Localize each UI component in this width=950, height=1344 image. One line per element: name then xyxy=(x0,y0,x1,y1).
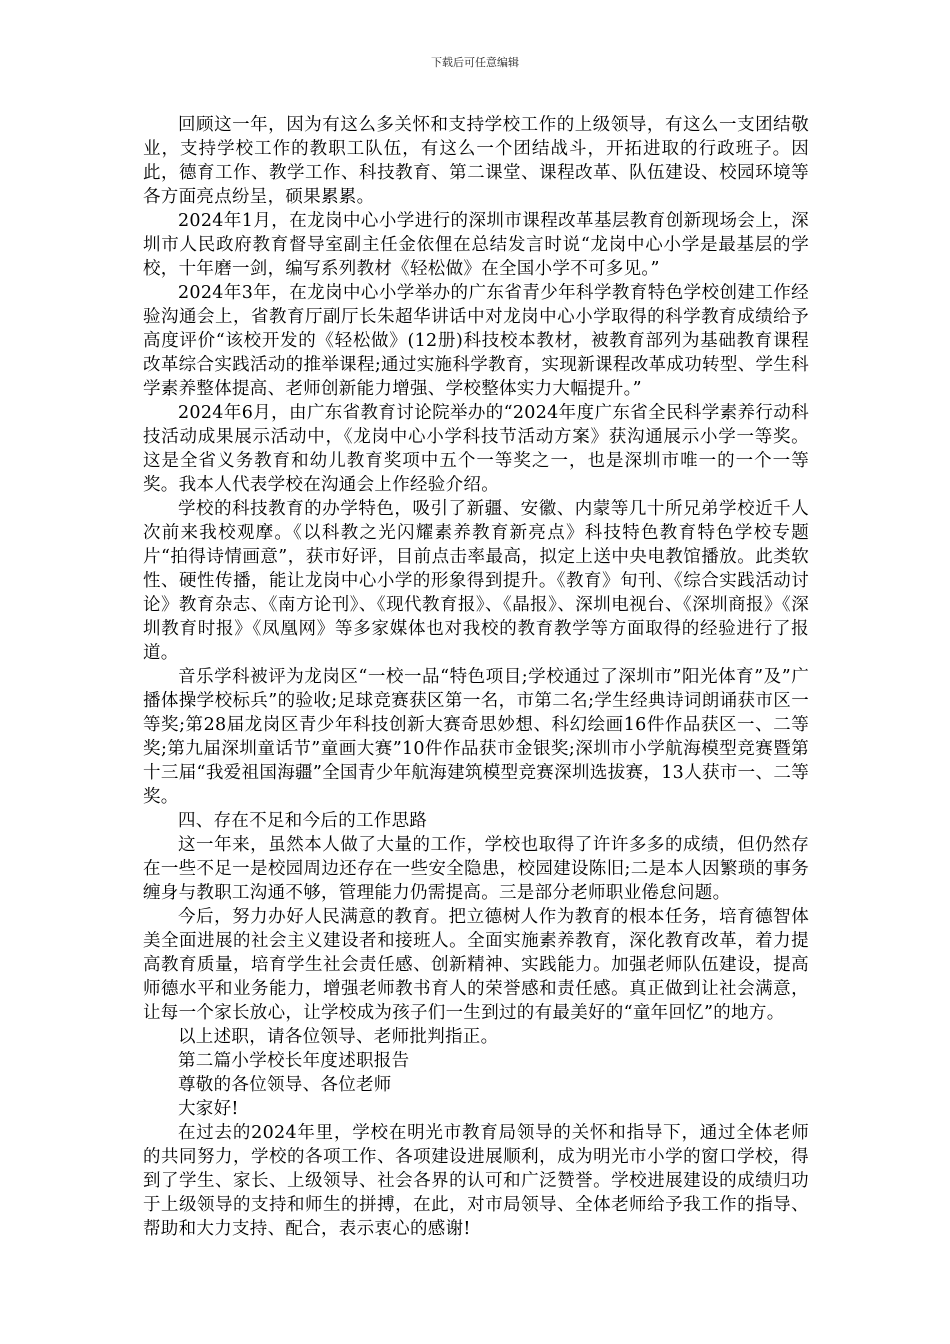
page-header: 下载后可任意编辑 xyxy=(431,56,519,69)
report-title: 第二篇小学校长年度述职报告 xyxy=(178,1051,410,1071)
paragraph: 回顾这一年，因为有这么多关怀和支持学校工作的上级领导，有这么一支团结敬业，支持学校工作的教职工队伍，有这么一个团结战斗，开拓进取的行政班子。因此，德育工作、教学工作、科技教育、第二课堂、课程改革、队伍建设、校园环境等各方面亮点纷呈，硕果累累。 xyxy=(143,115,809,207)
greeting: 大家好! xyxy=(178,1099,239,1119)
paragraph: 学校的科技教育的办学特色，吸引了新疆、安徽、内蒙等几十所兄弟学校近千人次前来我校观摩。《以科教之光闪耀素养教育新亮点》科技特色教育特色学校专题片“拍得诗情画意”，获市好评，目前点击率最高，拟定上送中央电教馆播放。此类软性、硬性传播，能让龙岗中心小学的形象得到提升。《教育》旬刊、《综合实践活动讨论》教育杂志、《南方论刊》、《现代教育报》、《晶报》、深圳电视台、《深圳商报》《深圳教育时报》《凤凰网》等多家媒体也对我校的教育教学等方面取得的经验进行了报道。 xyxy=(143,499,809,663)
paragraph: 以上述职，请各位领导、老师批判指正。 xyxy=(178,1027,499,1047)
paragraph: 这一年来，虽然本人做了大量的工作，学校也取得了许许多多的成绩，但仍然存在一些不足一是校园周边还存在一些安全隐患，校园建设陈旧;二是本人因繁琐的事务缠身与教职工沟通不够，管理能力仍需提高。三是部分老师职业倦怠问题。 xyxy=(143,835,809,903)
paragraph: 2024年6月，由广东省教育讨论院举办的“2024年度广东省全民科学素养行动科技活动成果展示活动中，《龙岗中心小学科技节活动方案》获沟通展示小学一等奖。这是全省义务教育和幼儿教育奖项中五个一等奖之一，也是深圳市唯一的一个一等奖。我本人代表学校在沟通会上作经验介绍。 xyxy=(143,403,809,495)
paragraph: 音乐学科被评为龙岗区“一校一品“特色项目;学校通过了深圳市”阳光体育”及”广播体操学校标兵”的验收;足球竞赛获区第一名，市第二名;学生经典诗词朗诵获市区一等奖;第28届龙岗区青少年科技创新大赛奇思妙想、科幻绘画16件作品获区一、二等奖;第九届深圳童话节”童画大赛”10件作品获市金银奖;深圳市小学航海模型竞赛暨第十三届“我爱祖国海疆”全国青少年航海建筑模型竞赛深圳选拔赛，13人获市一、二等奖。 xyxy=(143,667,809,807)
paragraph: 今后，努力办好人民满意的教育。把立德树人作为教育的根本任务，培育德智体美全面进展的社会主义建设者和接班人。全面实施素养教育，深化教育改革，着力提高教育质量，培育学生社会责任感、创新精神、实践能力。加强老师队伍建设，提高师德水平和业务能力，增强老师教书育人的荣誉感和责任感。真正做到让社会满意，让每一个家长放心，让学校成为孩子们一生到过的有最美好的“童年回忆”的地方。 xyxy=(143,907,809,1023)
paragraph: 在过去的2024年里，学校在明光市教育局领导的关怀和指导下，通过全体老师的共同努力，学校的各项工作、各项建设进展顺利，成为明光市小学的窗口学校，得到了学生、家长、上级领导、社会各界的认可和广泛赞誉。学校进展建设的成绩归功于上级领导的支持和师生的拼搏，在此，对市局领导、全体老师给予我工作的指导、帮助和大力支持、配合，表示衷心的感谢! xyxy=(143,1123,809,1239)
paragraph: 2024年3年，在龙岗中心小学举办的广东省青少年科学教育特色学校创建工作经验沟通会上，省教育厅副厅长朱超华讲话中对龙岗中心小学取得的科学教育成绩给予高度评价“该校开发的《轻松做》(12册)科技校本教材，被教育部列为基础教育课程改革综合实践活动的推举课程;通过实施科学教育，实现新课程改革成功转型、学生科学素养整体提高、老师创新能力增强、学校整体实力大幅提升。” xyxy=(143,283,809,399)
document-body xyxy=(143,113,809,1241)
salutation: 尊敬的各位领导、各位老师 xyxy=(178,1075,392,1095)
paragraph: 2024年1月，在龙岗中心小学进行的深圳市课程改革基层教育创新现场会上，深圳市人民政府教育督导室副主任金依俚在总结发言时说“龙岗中心小学是最基层的学校，十年磨一剑，编写系列教材《轻松做》在全国小学不可多见。” xyxy=(143,211,809,279)
section-heading: 四、存在不足和今后的工作思路 xyxy=(178,811,428,831)
